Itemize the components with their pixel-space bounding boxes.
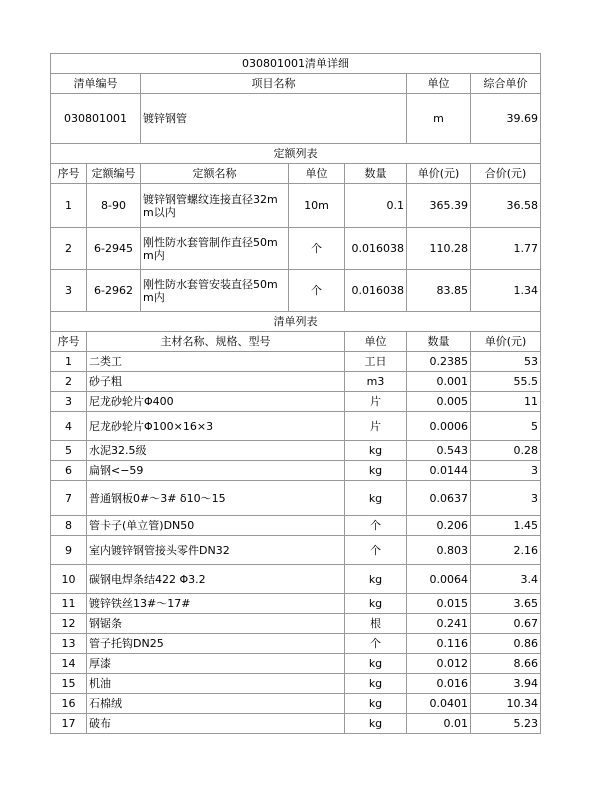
material-no: 13 <box>51 634 87 654</box>
material-row <box>51 565 541 594</box>
material-unit: kg <box>345 674 407 694</box>
material-name: 镀锌铁丝13#～17# <box>87 594 345 614</box>
quota-header-qty: 数量 <box>345 164 407 184</box>
quota-header-no: 序号 <box>51 164 87 184</box>
material-row <box>51 481 541 516</box>
material-no: 5 <box>51 441 87 461</box>
quota-header-total: 合价(元) <box>471 164 541 184</box>
material-header-row <box>51 332 541 352</box>
material-name: 砂子粗 <box>87 372 345 392</box>
material-qty: 0.803 <box>407 536 471 565</box>
quota-total: 1.34 <box>471 270 541 312</box>
material-price: 3 <box>471 461 541 481</box>
material-name: 碳钢电焊条结422 Φ3.2 <box>87 565 345 594</box>
bill-detail-table <box>50 53 541 734</box>
material-price: 8.66 <box>471 654 541 674</box>
material-name: 管子托钩DN25 <box>87 634 345 654</box>
material-header-unit: 单位 <box>345 332 407 352</box>
material-row <box>51 674 541 694</box>
material-qty: 0.005 <box>407 392 471 412</box>
quota-name: 镀锌钢管螺纹连接直径32mm以内 <box>141 184 289 228</box>
material-qty: 0.0144 <box>407 461 471 481</box>
header-price: 综合单价 <box>471 74 541 94</box>
material-no: 2 <box>51 372 87 392</box>
material-header-qty: 数量 <box>407 332 471 352</box>
material-qty: 0.015 <box>407 594 471 614</box>
material-name: 破布 <box>87 714 345 734</box>
material-name: 二类工 <box>87 352 345 372</box>
material-unit: kg <box>345 441 407 461</box>
quota-name: 刚性防水套管安装直径50mm内 <box>141 270 289 312</box>
material-price: 0.67 <box>471 614 541 634</box>
material-no: 9 <box>51 536 87 565</box>
header-code: 清单编号 <box>51 74 141 94</box>
material-no: 4 <box>51 412 87 441</box>
item-unit: m <box>407 94 471 144</box>
material-unit: 片 <box>345 412 407 441</box>
material-no: 12 <box>51 614 87 634</box>
material-row <box>51 372 541 392</box>
material-no: 3 <box>51 392 87 412</box>
quota-header-price: 单价(元) <box>407 164 471 184</box>
item-header-row <box>51 74 541 94</box>
quota-price: 83.85 <box>407 270 471 312</box>
material-name: 普通钢板0#～3# δ10～15 <box>87 481 345 516</box>
quota-row <box>51 228 541 270</box>
material-price: 10.34 <box>471 694 541 714</box>
material-unit: 工日 <box>345 352 407 372</box>
quota-unit: 个 <box>289 270 345 312</box>
material-qty: 0.2385 <box>407 352 471 372</box>
material-name: 水泥32.5级 <box>87 441 345 461</box>
material-header-no: 序号 <box>51 332 87 352</box>
material-price: 5.23 <box>471 714 541 734</box>
material-price: 1.45 <box>471 516 541 536</box>
material-qty: 0.0637 <box>407 481 471 516</box>
quota-price: 365.39 <box>407 184 471 228</box>
material-unit: kg <box>345 461 407 481</box>
sheet-title: 030801001清单详细 <box>51 54 541 74</box>
material-row <box>51 694 541 714</box>
quota-no: 1 <box>51 184 87 228</box>
item-row <box>51 94 541 144</box>
material-name: 尼龙砂轮片Φ400 <box>87 392 345 412</box>
material-name: 厚漆 <box>87 654 345 674</box>
quota-header-code: 定额编号 <box>87 164 141 184</box>
material-price: 3.65 <box>471 594 541 614</box>
material-no: 7 <box>51 481 87 516</box>
material-price: 0.28 <box>471 441 541 461</box>
material-row <box>51 634 541 654</box>
quota-section-row <box>51 144 541 164</box>
material-unit: kg <box>345 714 407 734</box>
quota-row <box>51 184 541 228</box>
material-row <box>51 461 541 481</box>
material-unit: m3 <box>345 372 407 392</box>
material-price: 3.4 <box>471 565 541 594</box>
quota-no: 2 <box>51 228 87 270</box>
material-qty: 0.0064 <box>407 565 471 594</box>
material-row <box>51 392 541 412</box>
material-section-title: 清单列表 <box>51 312 541 332</box>
quota-code: 6-2945 <box>87 228 141 270</box>
material-price: 3 <box>471 481 541 516</box>
material-name: 机油 <box>87 674 345 694</box>
material-qty: 0.01 <box>407 714 471 734</box>
material-price: 11 <box>471 392 541 412</box>
material-qty: 0.241 <box>407 614 471 634</box>
material-row <box>51 536 541 565</box>
material-unit: 根 <box>345 614 407 634</box>
material-unit: kg <box>345 594 407 614</box>
quota-total: 36.58 <box>471 184 541 228</box>
material-row <box>51 654 541 674</box>
material-no: 1 <box>51 352 87 372</box>
material-row <box>51 412 541 441</box>
material-no: 11 <box>51 594 87 614</box>
material-unit: 个 <box>345 536 407 565</box>
material-qty: 0.543 <box>407 441 471 461</box>
quota-qty: 0.1 <box>345 184 407 228</box>
quota-header-row <box>51 164 541 184</box>
material-rows <box>51 352 541 734</box>
quota-no: 3 <box>51 270 87 312</box>
header-name: 项目名称 <box>141 74 407 94</box>
material-row <box>51 352 541 372</box>
item-name: 镀锌钢管 <box>141 94 407 144</box>
material-unit: kg <box>345 654 407 674</box>
material-no: 14 <box>51 654 87 674</box>
material-no: 8 <box>51 516 87 536</box>
material-price: 5 <box>471 412 541 441</box>
material-row <box>51 614 541 634</box>
header-unit: 单位 <box>407 74 471 94</box>
material-row <box>51 441 541 461</box>
material-name: 管卡子(单立管)DN50 <box>87 516 345 536</box>
material-no: 16 <box>51 694 87 714</box>
material-header-price: 单价(元) <box>471 332 541 352</box>
material-name: 钢锯条 <box>87 614 345 634</box>
material-qty: 0.012 <box>407 654 471 674</box>
material-qty: 0.0401 <box>407 694 471 714</box>
quota-name: 刚性防水套管制作直径50mm内 <box>141 228 289 270</box>
material-unit: kg <box>345 694 407 714</box>
material-section-row <box>51 312 541 332</box>
material-qty: 0.0006 <box>407 412 471 441</box>
material-row <box>51 594 541 614</box>
quota-header-unit: 单位 <box>289 164 345 184</box>
quota-unit: 个 <box>289 228 345 270</box>
quota-unit: 10m <box>289 184 345 228</box>
material-name: 尼龙砂轮片Φ100×16×3 <box>87 412 345 441</box>
material-name: 扁钢<−59 <box>87 461 345 481</box>
material-name: 室内镀锌钢管接头零件DN32 <box>87 536 345 565</box>
quota-price: 110.28 <box>407 228 471 270</box>
material-header-name: 主材名称、规格、型号 <box>87 332 345 352</box>
material-unit: kg <box>345 565 407 594</box>
material-price: 53 <box>471 352 541 372</box>
material-qty: 0.001 <box>407 372 471 392</box>
material-no: 15 <box>51 674 87 694</box>
material-qty: 0.206 <box>407 516 471 536</box>
material-price: 2.16 <box>471 536 541 565</box>
quota-code: 6-2962 <box>87 270 141 312</box>
material-price: 55.5 <box>471 372 541 392</box>
item-code: 030801001 <box>51 94 141 144</box>
quota-total: 1.77 <box>471 228 541 270</box>
material-qty: 0.016 <box>407 674 471 694</box>
item-price: 39.69 <box>471 94 541 144</box>
material-price: 3.94 <box>471 674 541 694</box>
material-unit: kg <box>345 481 407 516</box>
material-unit: 个 <box>345 516 407 536</box>
material-no: 6 <box>51 461 87 481</box>
material-no: 10 <box>51 565 87 594</box>
quota-header-name: 定额名称 <box>141 164 289 184</box>
quota-qty: 0.016038 <box>345 228 407 270</box>
quota-qty: 0.016038 <box>345 270 407 312</box>
material-qty: 0.116 <box>407 634 471 654</box>
quota-code: 8-90 <box>87 184 141 228</box>
material-price: 0.86 <box>471 634 541 654</box>
material-row <box>51 516 541 536</box>
material-unit: 片 <box>345 392 407 412</box>
quota-row <box>51 270 541 312</box>
title-row <box>51 54 541 74</box>
material-row <box>51 714 541 734</box>
material-unit: 个 <box>345 634 407 654</box>
material-no: 17 <box>51 714 87 734</box>
quota-section-title: 定额列表 <box>51 144 541 164</box>
material-name: 石棉绒 <box>87 694 345 714</box>
